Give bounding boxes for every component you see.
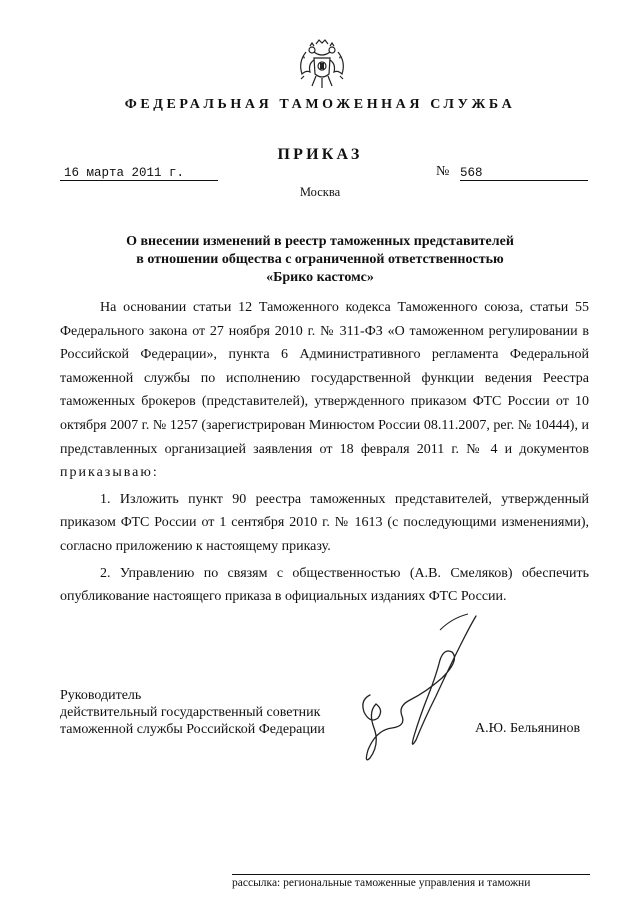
signatory-line-3: таможенной службы Российской Федерации (60, 722, 325, 737)
agency-name: ФЕДЕРАЛЬНАЯ ТАМОЖЕННАЯ СЛУЖБА (124, 97, 516, 112)
signatory-line-2: действительный государственный советник (60, 705, 321, 720)
order-number-label: № (436, 164, 450, 179)
order-date: 16 марта 2011 г. (60, 166, 218, 181)
order-number: 568 (460, 166, 588, 181)
order-body (60, 296, 589, 609)
order-word: приказываю: (60, 465, 159, 481)
preamble-paragraph (60, 296, 589, 485)
distribution-list: рассылка: региональные таможенные управления и таможни (232, 877, 531, 889)
signatory-position (60, 687, 325, 738)
distribution-divider (232, 874, 590, 875)
subject-line-3: «Брико кастомс» (266, 270, 374, 285)
city: Москва (299, 185, 341, 199)
preamble-text: На основании статьи 12 Таможенного кодекса Таможенного союза, статьи 55 Федерального закона от 27 ноября 2010 г. № 311-ФЗ «О таможенном регулировании в Российской Федерации», пункта 6 Административного регламента Федеральной таможенной службы по исполнению государственной функции ведения Реестра таможенных брокеров (представителей), утвержденного приказом ФТС России от 10 октября 2007 г. № 1257 (зарегистрирован Минюстом России 08.11.2007, рег. № 10444), и представленных организацией заявления от 18 февраля 2011 г. № 4 и документов (60, 300, 589, 457)
subject-line-1: О внесении изменений в реестр таможенных представителей (126, 234, 514, 249)
document-type: ПРИКАЗ (277, 146, 363, 163)
order-subject (0, 233, 640, 287)
item-1-paragraph: 1. Изложить пункт 90 реестра таможенных представителей, утвержденный приказом ФТС России от 1 сентября 2010 г. № 1613 (с последующими изменениями), согласно приложению к настоящему приказу. (60, 491, 589, 554)
handwritten-signature-icon (340, 600, 530, 770)
signatory-name: А.Ю. Бельянинов (475, 721, 581, 736)
item-2-paragraph: 2. Управлению по связям с общественностью (А.В. Смеляков) обеспечить опубликование настоящего приказа в официальных изданиях ФТС России. (60, 565, 589, 605)
signatory-line-1: Руководитель (60, 688, 142, 703)
subject-line-2: в отношении общества с ограниченной ответственностью (136, 252, 504, 267)
double-headed-eagle-emblem-icon (296, 36, 348, 92)
